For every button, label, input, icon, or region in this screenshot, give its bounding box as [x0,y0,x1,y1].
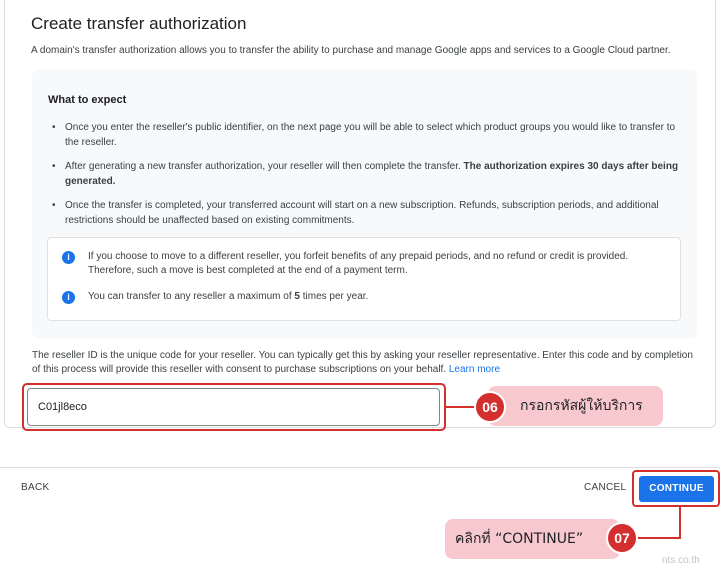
info-icon: i [62,291,75,304]
page-title: Create transfer authorization [31,14,247,33]
annotation-text-7: คลิกที่ “CONTINUE” [455,531,584,547]
info-text: You can transfer to any reseller a maximum of [88,291,295,302]
what-to-expect-panel [32,70,697,338]
footer-divider [0,467,720,468]
bullet-dot: • [52,200,56,211]
back-button[interactable]: BACK [21,482,50,493]
what-to-expect-title: What to expect [48,94,127,106]
info-row-2 [62,290,662,304]
expect-bullet-2 [52,159,680,189]
bullet-text: Once you enter the reseller's public identifier, on the next page you will be able to select which product groups you would like to transfer to the reseller. [65,122,676,148]
info-icon: i [62,251,75,264]
annotation-connector-7-vertical [679,506,681,538]
info-notice-box [47,237,681,321]
annotation-callout-6 [488,386,663,426]
info-bold-value: 5 [294,291,300,302]
annotation-number-6: 06 [474,391,506,423]
reseller-id-input[interactable] [27,388,440,426]
annotation-callout-7 [445,519,620,559]
bullet-text-wrap [65,159,680,189]
transfer-card [4,0,716,428]
annotation-number-7: 07 [606,522,638,554]
learn-more-link[interactable]: Learn more [448,364,501,375]
info-text-post: times per year. [299,291,369,302]
annotation-text-6: กรอกรหัสผู้ให้บริการ [520,398,643,414]
annotation-connector-7-horizontal [636,537,681,539]
continue-button[interactable]: CONTINUE [639,476,714,502]
reseller-id-description [32,349,697,377]
bullet-text: Once the transfer is completed, your transferred account will start on a new subscription. Refunds, subscription periods, and additional restrictions should be unaffected based on existing commitments. [65,200,659,226]
reseller-description-text: The reseller ID is the unique code for your reseller. You can typically get this by asking your reseller representative. Enter this code and by completion of this process will provide this reseller with consent to purchase subscriptions on your behalf. [32,350,693,375]
bullet-bold-text: The authorization expires 30 days after being generated. [65,161,679,187]
bullet-dot: • [52,122,56,133]
bullet-text: After generating a new transfer authorization, your reseller will then complete the transfer. [65,161,464,172]
cancel-button[interactable]: CANCEL [584,482,627,493]
annotation-connector-6 [446,406,476,408]
expect-bullet-1 [52,120,680,150]
expect-bullet-3 [52,198,680,228]
page-subtitle: A domain's transfer authorization allows you to transfer the ability to purchase and manage Google apps and services to a Google Cloud partner. [31,45,671,56]
watermark: nts.co.th [662,555,700,566]
info-text-wrap [88,290,662,304]
info-text: If you choose to move to a different reseller, you forfeit benefits of any prepaid periods, and no refund or credit is provided. Therefore, such a move is best completed at the end of a payment term. [88,251,629,276]
bullet-dot: • [52,161,56,172]
info-row-1 [62,250,662,278]
